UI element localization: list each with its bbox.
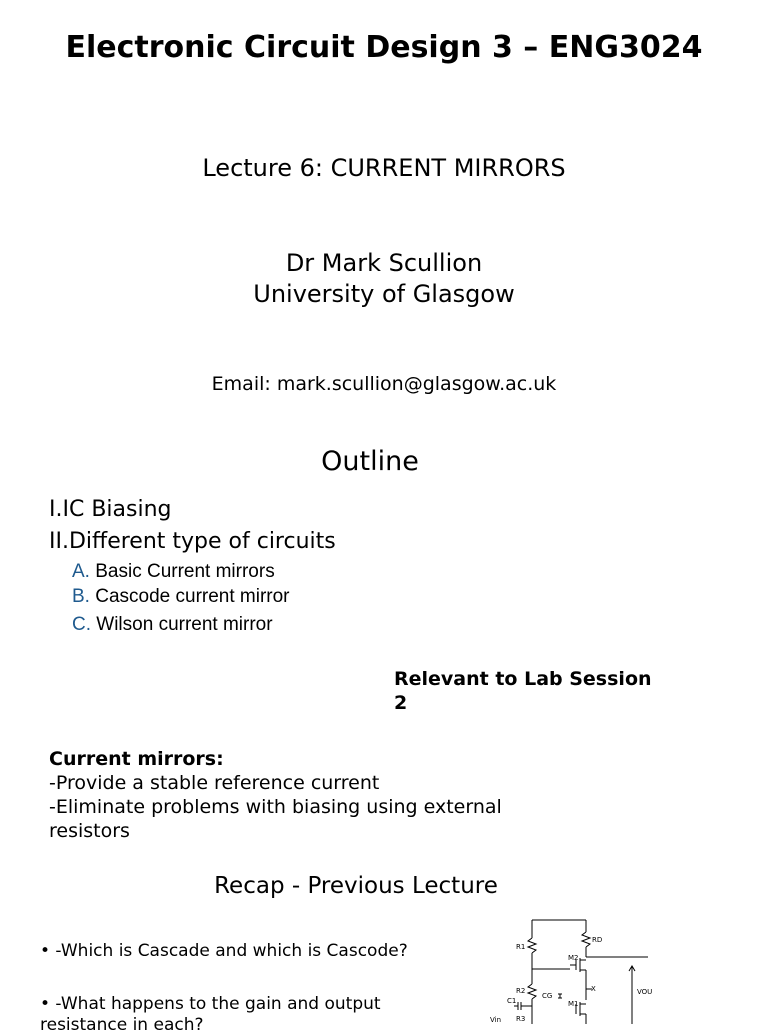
label-c1: C1 (507, 997, 517, 1005)
label-x: X (591, 985, 596, 993)
page-title: Electronic Circuit Design 3 – ENG3024 (65, 30, 703, 65)
label-m2: M2 (568, 954, 579, 962)
resistor-rd (582, 932, 590, 947)
label-vout: VOU (637, 988, 653, 996)
outline-text: Different type of circuits (68, 529, 336, 554)
recap-heading: Recap - Previous Lecture (214, 873, 498, 899)
subitem-text: Wilson current mirror (96, 614, 273, 635)
summary-line: -Eliminate problems with biasing using external resistors (49, 796, 502, 842)
label-m1: M1 (568, 1000, 579, 1008)
subitem-text: Cascode current mirror (95, 586, 290, 607)
summary-heading: Current mirrors: (49, 748, 224, 770)
author-block (0, 248, 768, 310)
label-vin: Vin (490, 1016, 502, 1024)
lecture-title: Lecture 6: CURRENT MIRRORS (202, 154, 566, 182)
subitem-marker: B. (72, 586, 90, 607)
label-r2: R2 (516, 987, 526, 995)
summary-line: -Provide a stable reference current (49, 772, 380, 794)
label-r3: R3 (516, 1015, 526, 1023)
subitem-marker: A. (72, 561, 90, 582)
current-mirrors-summary (49, 747, 569, 843)
label-rd: RD (592, 936, 603, 944)
outline-item-circuit-types (49, 529, 336, 554)
outline-subitem-wilson-mirror (72, 614, 273, 636)
resistor-r2 (528, 984, 536, 999)
outline-heading: Outline (321, 446, 419, 477)
resistor-r1 (528, 938, 536, 953)
label-cg: CG (542, 992, 553, 1000)
outline-subitem-cascode-mirror (72, 586, 290, 608)
subitem-text: Basic Current mirrors (95, 561, 275, 582)
recap-bullet: • -Which is Cascade and which is Cascode? (40, 941, 408, 961)
recap-bullet: • -What happens to the gain and output resistance in each? (40, 994, 381, 1035)
author-affiliation: University of Glasgow (253, 280, 515, 308)
cascode-amplifier-schematic (488, 912, 668, 1024)
author-email: Email: mark.scullion@glasgow.ac.uk (211, 373, 557, 395)
subitem-marker: C. (72, 614, 91, 635)
outline-subitem-basic-mirrors (72, 561, 275, 583)
outline-marker: I. (49, 497, 63, 522)
label-r1: R1 (516, 943, 526, 951)
lab-relevance-note: Relevant to Lab Session 2 (394, 668, 652, 714)
author-name: Dr Mark Scullion (285, 249, 483, 277)
outline-marker: II. (49, 529, 69, 554)
outline-text: IC Biasing (62, 497, 172, 522)
outline-item-ic-biasing (49, 497, 172, 522)
